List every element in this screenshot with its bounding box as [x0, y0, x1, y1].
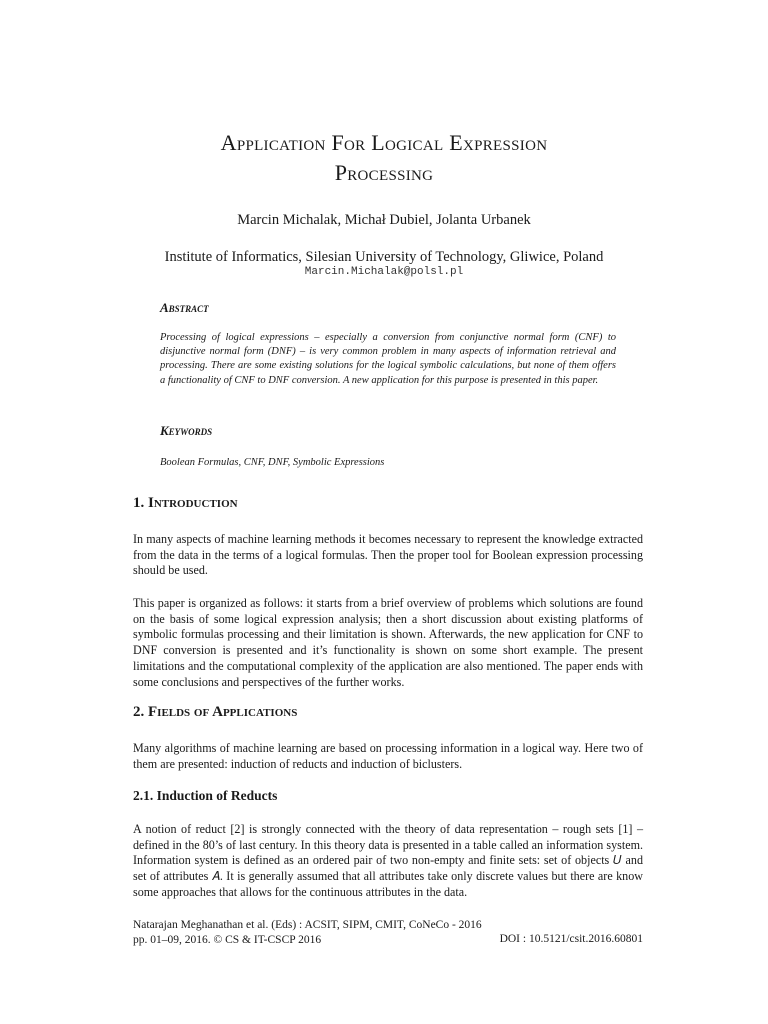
footer-line-2: pp. 01–09, 2016. © CS & IT-CSCP 2016 — [133, 934, 322, 946]
title-line-2: Processing — [334, 160, 434, 185]
author-email[interactable]: Marcin.Michalak@polsl.pl — [304, 266, 464, 278]
reducts-paragraph-1: A notion of reduct [2] is strongly connected with the theory of data representation – rough sets [1] – defined in the 80’s of last century. In this theory data is presented in a table called an information system. Information system is defined as an ordered pair of two non-empty and finite sets: set of objects 𝑈 and set of attributes 𝐴. It is generally assumed that all attributes take only discrete values but there are know some approaches that allows for the continuous attributes in the data. — [133, 822, 643, 899]
fields-paragraph-1: Many algorithms of machine learning are based on processing information in a logical way. Here two of them are presented: induction of reducts and induction of biclusters. — [133, 741, 643, 771]
introduction-paragraph-1: In many aspects of machine learning methods it becomes necessary to represent the knowledge extracted from the data in the terms of a logical formulas. Then the proper tool for Boolean expression processing should be used. — [133, 532, 643, 578]
keywords-text: Boolean Formulas, CNF, DNF, Symbolic Expressions — [160, 457, 385, 468]
footer-doi[interactable]: DOI : 10.5121/csit.2016.60801 — [499, 933, 643, 945]
section-fields-heading: 2. Fields of Applications — [133, 704, 298, 720]
section-introduction-heading: 1. Introduction — [133, 495, 238, 511]
affiliation: Institute of Informatics, Silesian University of Technology, Gliwice, Poland — [164, 249, 604, 265]
keywords-heading: Keywords — [160, 423, 213, 438]
paper-title — [84, 128, 684, 188]
introduction-paragraph-2: This paper is organized as follows: it starts from a brief overview of problems which solutions are found on the basis of some logical expression analysis; then a short discussion about existing platforms of symbolic formulas processing and their limitation is shown. Afterwards, the new application for CNF to DNF conversion is presented and it’s functionality is shown on some short example. The present limitations and the computational complexity of the application are also mentioned. The paper ends with some conclusions and perspectives of the further works. — [133, 596, 643, 689]
authors: Marcin Michalak, Michał Dubiel, Jolanta Urbanek — [237, 212, 531, 228]
title-line-1: Application For Logical Expression — [220, 130, 548, 155]
abstract-text: Processing of logical expressions – especially a conversion from conjunctive normal form (CNF) to disjunctive normal form (DNF) – is very common problem in many aspects of information retrieval and processing. There are some existing solutions for the logical symbolic calculations, but none of them offers a functionality of CNF to DNF conversion. A new application for this purpose is presented in this paper. — [160, 332, 616, 386]
abstract-heading: Abstract — [160, 300, 209, 315]
subsection-reducts-heading: 2.1. Induction of Reducts — [133, 788, 278, 803]
footer-line-1: Natarajan Meghanathan et al. (Eds) : ACSIT, SIPM, CMIT, CoNeCo - 2016 — [133, 919, 482, 931]
footer-citation — [133, 918, 482, 948]
